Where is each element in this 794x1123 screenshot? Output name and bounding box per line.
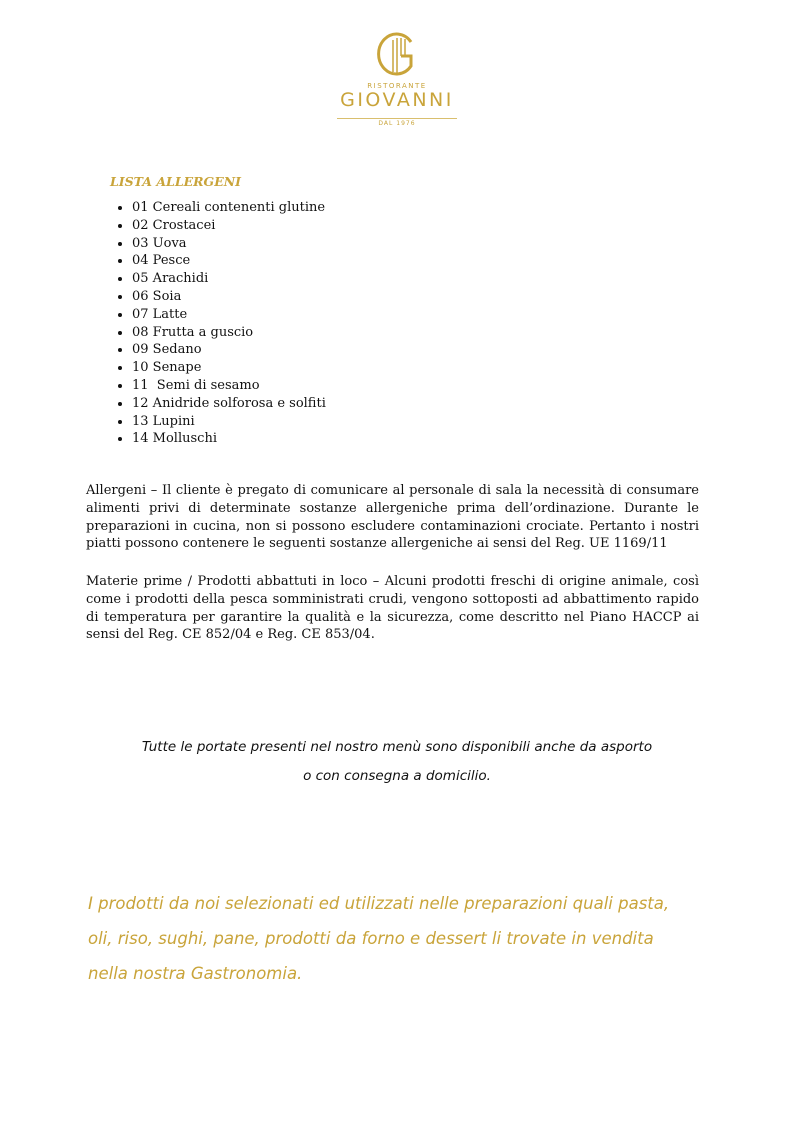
allergen-item: 02 Crostacei	[132, 217, 326, 235]
allergen-item: 08 Frutta a guscio	[132, 324, 326, 342]
allergen-item: 10 Senape	[132, 359, 326, 377]
allergen-item: 05 Arachidi	[132, 270, 326, 288]
allergen-item: 03 Uova	[132, 235, 326, 253]
allergen-list	[132, 199, 326, 448]
raw-materials-paragraph: Materie prime / Prodotti abbattuti in loco – Alcuni prodotti freschi di origine animale, così come i prodotti della pesca somministrati crudi, vengono sottoposti ad abbattimento rapido di temperatura per garantire la qualità e la sicurezza, come descritto nel Piano HACCP ai sensi del Reg. CE 852/04 e Reg. CE 853/04.	[86, 574, 699, 643]
allergen-item: 13 Lupini	[132, 413, 326, 431]
allergen-item: 11 Semi di sesamo	[132, 377, 326, 395]
logo-since-label: DAL 1976	[337, 118, 457, 127]
allergen-item: 06 Soia	[132, 288, 326, 306]
allergen-item: 14 Molluschi	[132, 430, 326, 448]
allergen-item: 12 Anidride solforosa e solfiti	[132, 395, 326, 411]
takeaway-notice-line: o con consegna a domicilio.	[303, 768, 491, 784]
allergens-disclaimer-paragraph: Allergeni – Il cliente è pregato di comunicare al personale di sala la necessità di consumare alimenti privi di determinate sostanze allergeniche prima dell’ordinazione. Durante le preparazioni in cucina, non si possono escludere contaminazioni crociate. Pertanto i nostri piatti possono contenere le seguenti sostanze allergeniche ai sensi del Reg. UE 1169/11	[86, 483, 699, 552]
allergen-list-title: LISTA ALLERGENI	[110, 174, 241, 189]
logo-ristorante-label: RISTORANTE	[367, 82, 427, 90]
allergen-item: 07 Latte	[132, 306, 326, 324]
gastronomia-notice	[88, 886, 718, 991]
logo-brand-name: GIOVANNI	[340, 89, 454, 111]
restaurant-logo	[0, 28, 794, 129]
gastronomia-notice-line: I prodotti da noi selezionati ed utilizzati nelle preparazioni quali pasta,	[88, 894, 670, 913]
allergen-item: 09 Sedano	[132, 341, 326, 359]
takeaway-notice-line: Tutte le portate presenti nel nostro menù sono disponibili anche da asporto	[141, 739, 653, 755]
allergen-item: 01 Cereali contenenti glutine	[132, 200, 326, 215]
gastronomia-notice-line: oli, riso, sughi, pane, prodotti da forno e dessert li trovate in vendita	[88, 929, 654, 948]
takeaway-notice	[0, 733, 794, 791]
allergen-item: 04 Pesce	[132, 252, 326, 270]
g-monogram-icon	[375, 28, 419, 80]
gastronomia-notice-line: nella nostra Gastronomia.	[88, 964, 303, 983]
